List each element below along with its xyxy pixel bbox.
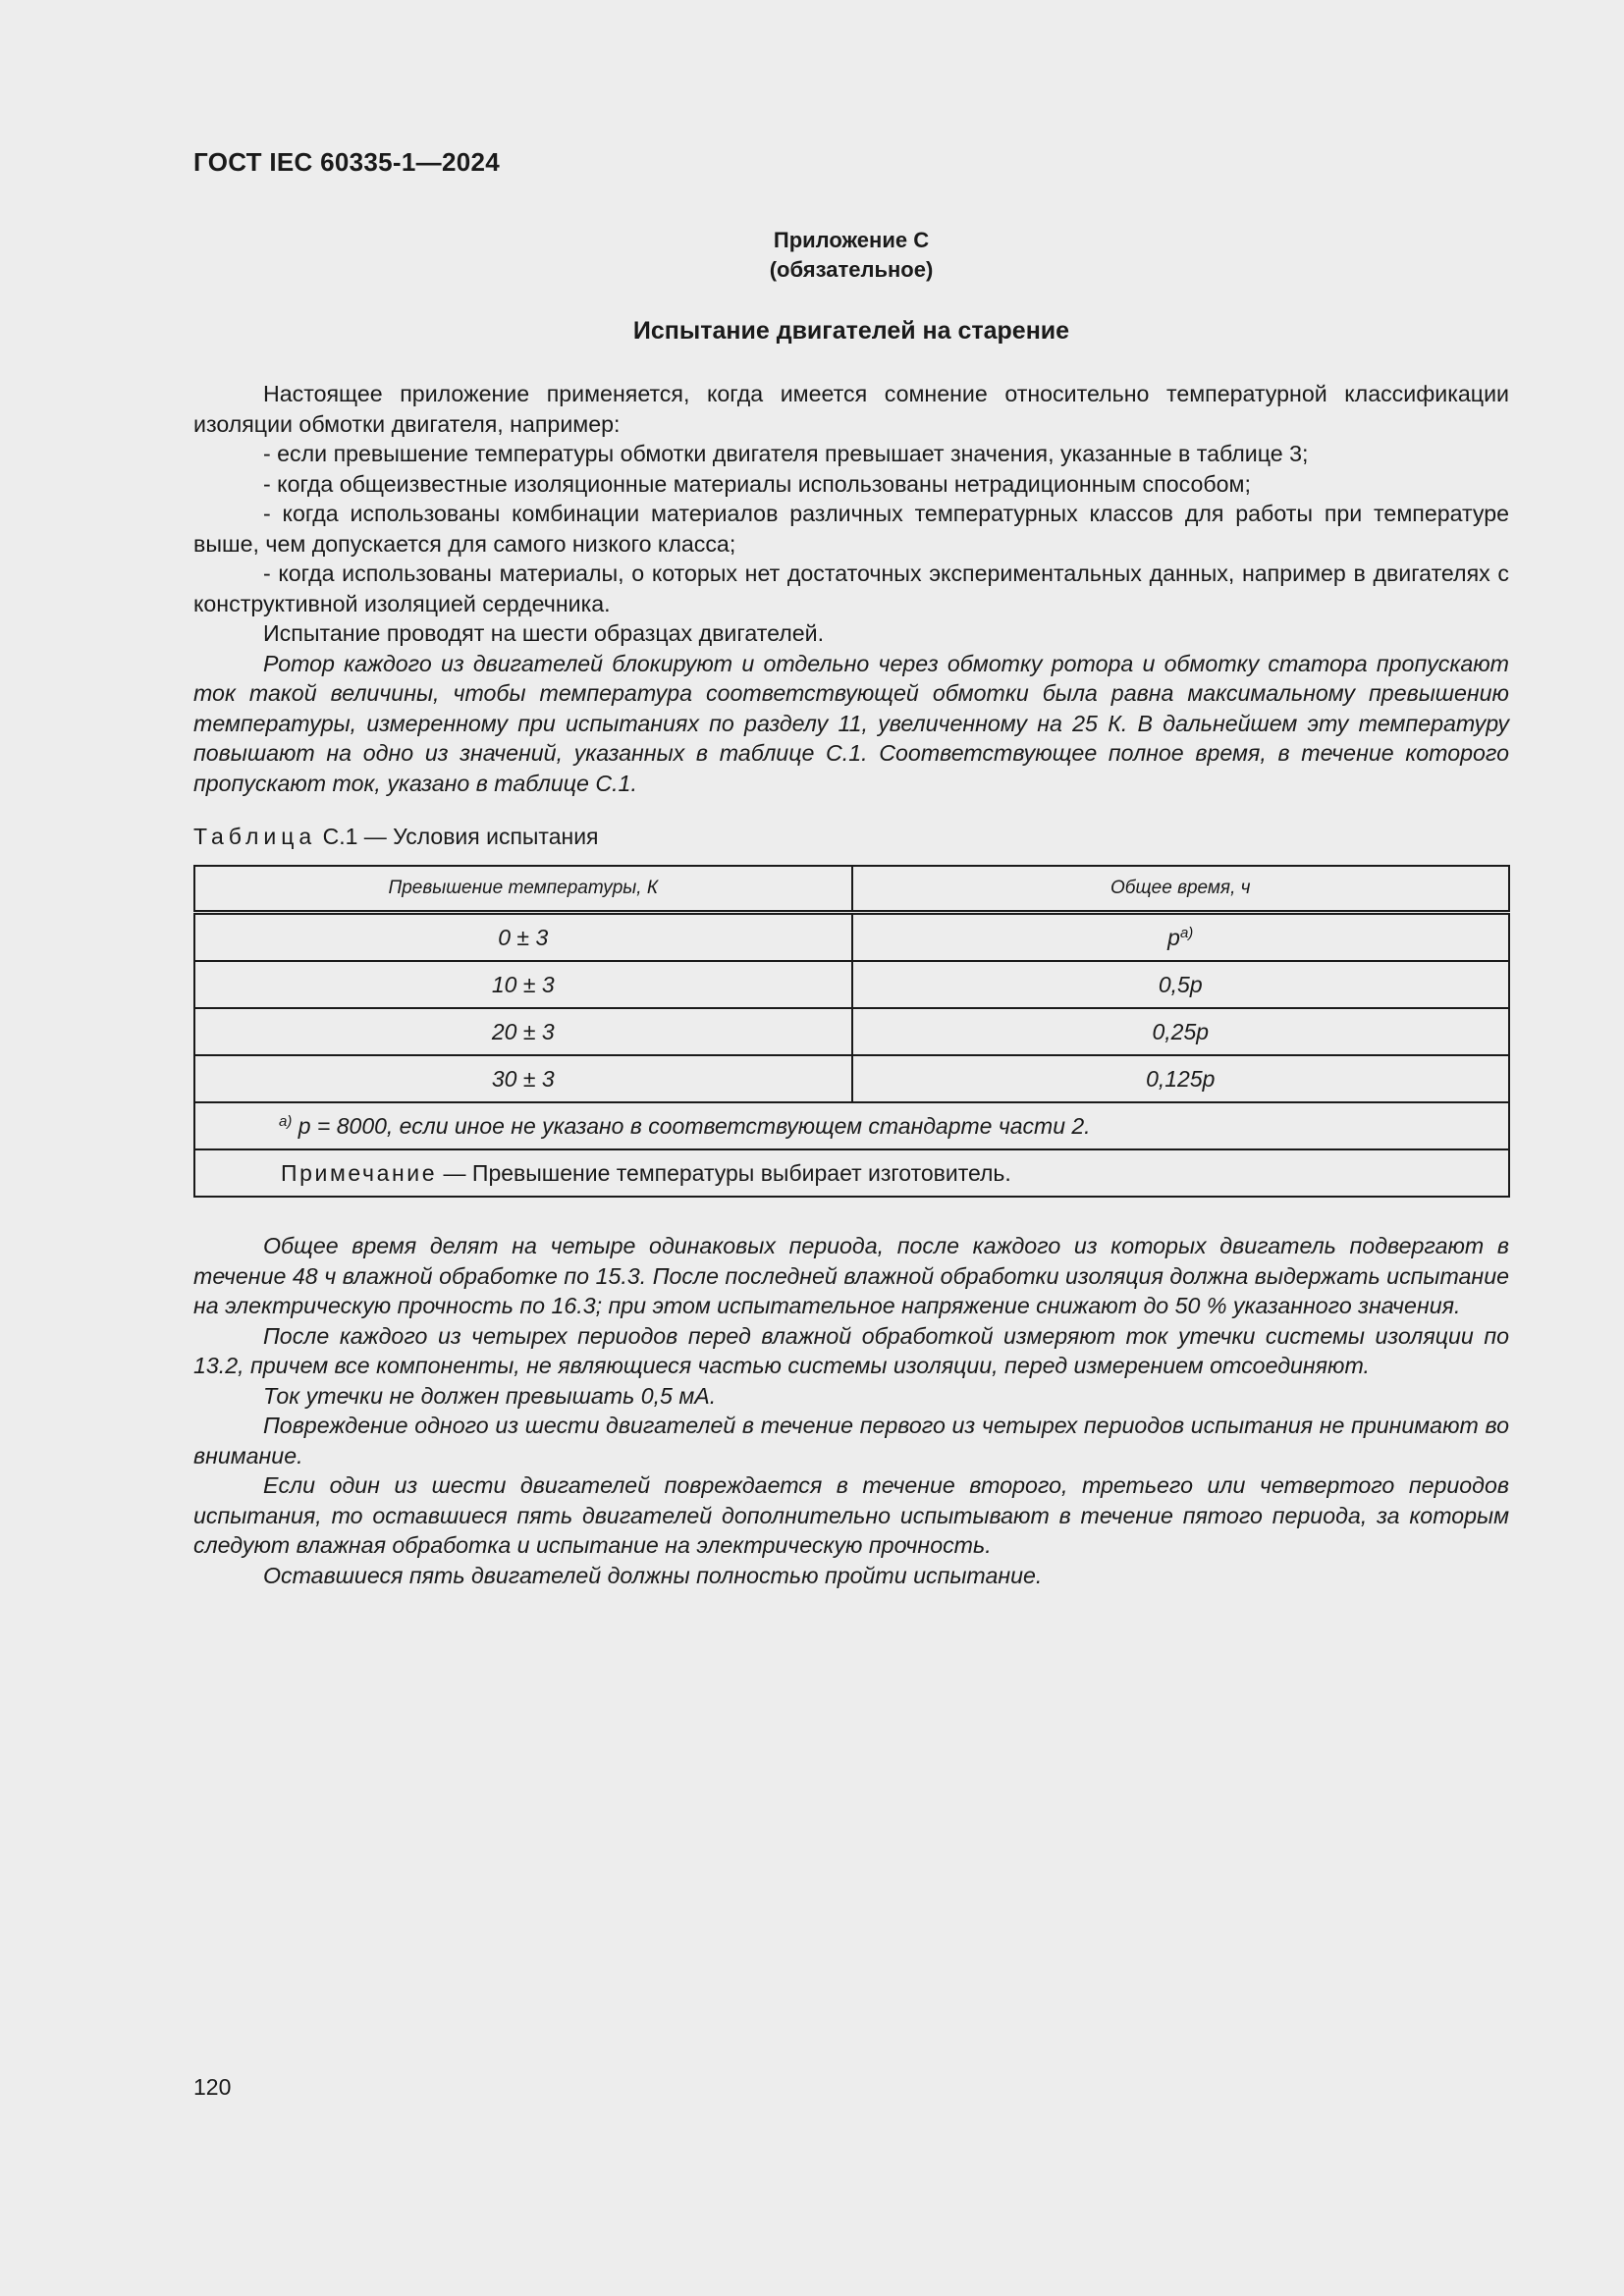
procedure-paragraph: Общее время делят на четыре одинаковых периода, после каждого из которых двигатель подвергают в течение 48 ч влажной обработке по 15.3. После последней влажной обработки изоляция должна выдержать испытание на электрическую прочность по 16.3; при этом испытательное напряжение снижают до 50 % указанного значения. xyxy=(193,1233,1509,1318)
footnote-ref: a) xyxy=(1179,924,1194,941)
table-caption xyxy=(193,824,599,850)
procedure-paragraph: Ток утечки не должен превышать 0,5 мА. xyxy=(263,1382,717,1409)
table-row xyxy=(194,1055,1509,1102)
test-conditions-table xyxy=(193,865,1510,1198)
table-cell: 0,5p xyxy=(852,961,1510,1008)
procedure-section xyxy=(193,1231,1509,1590)
intro-paragraph: Ротор каждого из двигателей блокируют и отдельно через обмотку ротора и обмотку статора пропускают ток такой величины, чтобы температура соответствующей обмотки была равна максимальному превышению температуры, измеренному при испытаниях по разделу 11, увеличенному на 25 К. В дальнейшем эту температуру повышают на одно из значений, указанных в таблице С.1. Соответствующее полное время, в течение которого пропускают ток, указано в таблице С.1. xyxy=(193,650,1509,796)
annex-heading xyxy=(193,226,1509,285)
table-cell: 0 ± 3 xyxy=(194,913,852,962)
table-row xyxy=(194,913,1509,962)
column-header: Превышение температуры, К xyxy=(194,866,852,913)
document-id: ГОСТ IEC 60335-1—2024 xyxy=(193,147,500,177)
footnote-text: p = 8000, если иное не указано в соответствующем стандарте части 2. xyxy=(292,1112,1091,1139)
list-item: - когда общеизвестные изоляционные материалы использованы нетрадиционным способом; xyxy=(263,470,1251,497)
intro-paragraph: Настоящее приложение применяется, когда имеется сомнение относительно температурной классификации изоляции обмотки двигателя, например: xyxy=(193,381,1509,437)
table-cell: 0,125p xyxy=(852,1055,1510,1102)
table-caption-label: Таблица xyxy=(193,824,317,849)
list-item: - если превышение температуры обмотки двигателя превышает значения, указанные в таблице 3; xyxy=(263,441,1309,466)
note-label: Примечание xyxy=(281,1159,438,1186)
cell-value: p xyxy=(1167,924,1180,950)
intro-paragraph: Испытание проводят на шести образцах двигателей. xyxy=(263,620,825,646)
procedure-paragraph: После каждого из четырех периодов перед влажной обработкой измеряют ток утечки системы изоляции по 13.2, причем все компоненты, не являющиеся частью системы изоляции, перед измерением отсоединяют. xyxy=(193,1322,1509,1378)
table-caption-text: С.1 — Условия испытания xyxy=(316,824,599,849)
table-footnote-row xyxy=(194,1102,1509,1149)
table-row xyxy=(194,961,1509,1008)
list-item: - когда использованы комбинации материалов различных температурных классов для работы при температуре выше, чем допускается для самого низкого класса; xyxy=(193,501,1509,557)
footnote-mark: a) xyxy=(279,1112,293,1130)
procedure-paragraph: Оставшиеся пять двигателей должны полностью пройти испытание. xyxy=(263,1562,1043,1588)
table-header-row xyxy=(194,866,1509,913)
table-cell xyxy=(852,913,1510,962)
list-item: - когда использованы материалы, о которых нет достаточных экспериментальных данных, например в двигателях с конструктивной изоляцией сердечника. xyxy=(193,561,1509,616)
table-cell: 10 ± 3 xyxy=(194,961,852,1008)
page-number: 120 xyxy=(193,2074,232,2100)
annex-status: (обязательное) xyxy=(769,257,934,282)
annex-label: Приложение С xyxy=(773,228,930,252)
table-footnote xyxy=(194,1102,1509,1149)
table-cell: 30 ± 3 xyxy=(194,1055,852,1102)
procedure-paragraph: Если один из шести двигателей повреждается в течение второго, третьего или четвертого периодов испытания, то оставшиеся пять двигателей дополнительно испытывают в течение пятого периода, за которым следуют влажная обработка и испытание на электрическую прочность. xyxy=(193,1472,1509,1558)
column-header: Общее время, ч xyxy=(852,866,1510,913)
note-text: — Превышение температуры выбирает изготовитель. xyxy=(437,1159,1011,1186)
procedure-paragraph: Повреждение одного из шести двигателей в течение первого из четырех периодов испытания не принимают во внимание. xyxy=(193,1413,1509,1468)
table-cell: 0,25p xyxy=(852,1008,1510,1055)
table-cell: 20 ± 3 xyxy=(194,1008,852,1055)
annex-title: Испытание двигателей на старение xyxy=(632,317,1070,345)
table-note xyxy=(194,1149,1509,1197)
table-note-row xyxy=(194,1149,1509,1197)
intro-section xyxy=(193,379,1509,798)
table-row xyxy=(194,1008,1509,1055)
